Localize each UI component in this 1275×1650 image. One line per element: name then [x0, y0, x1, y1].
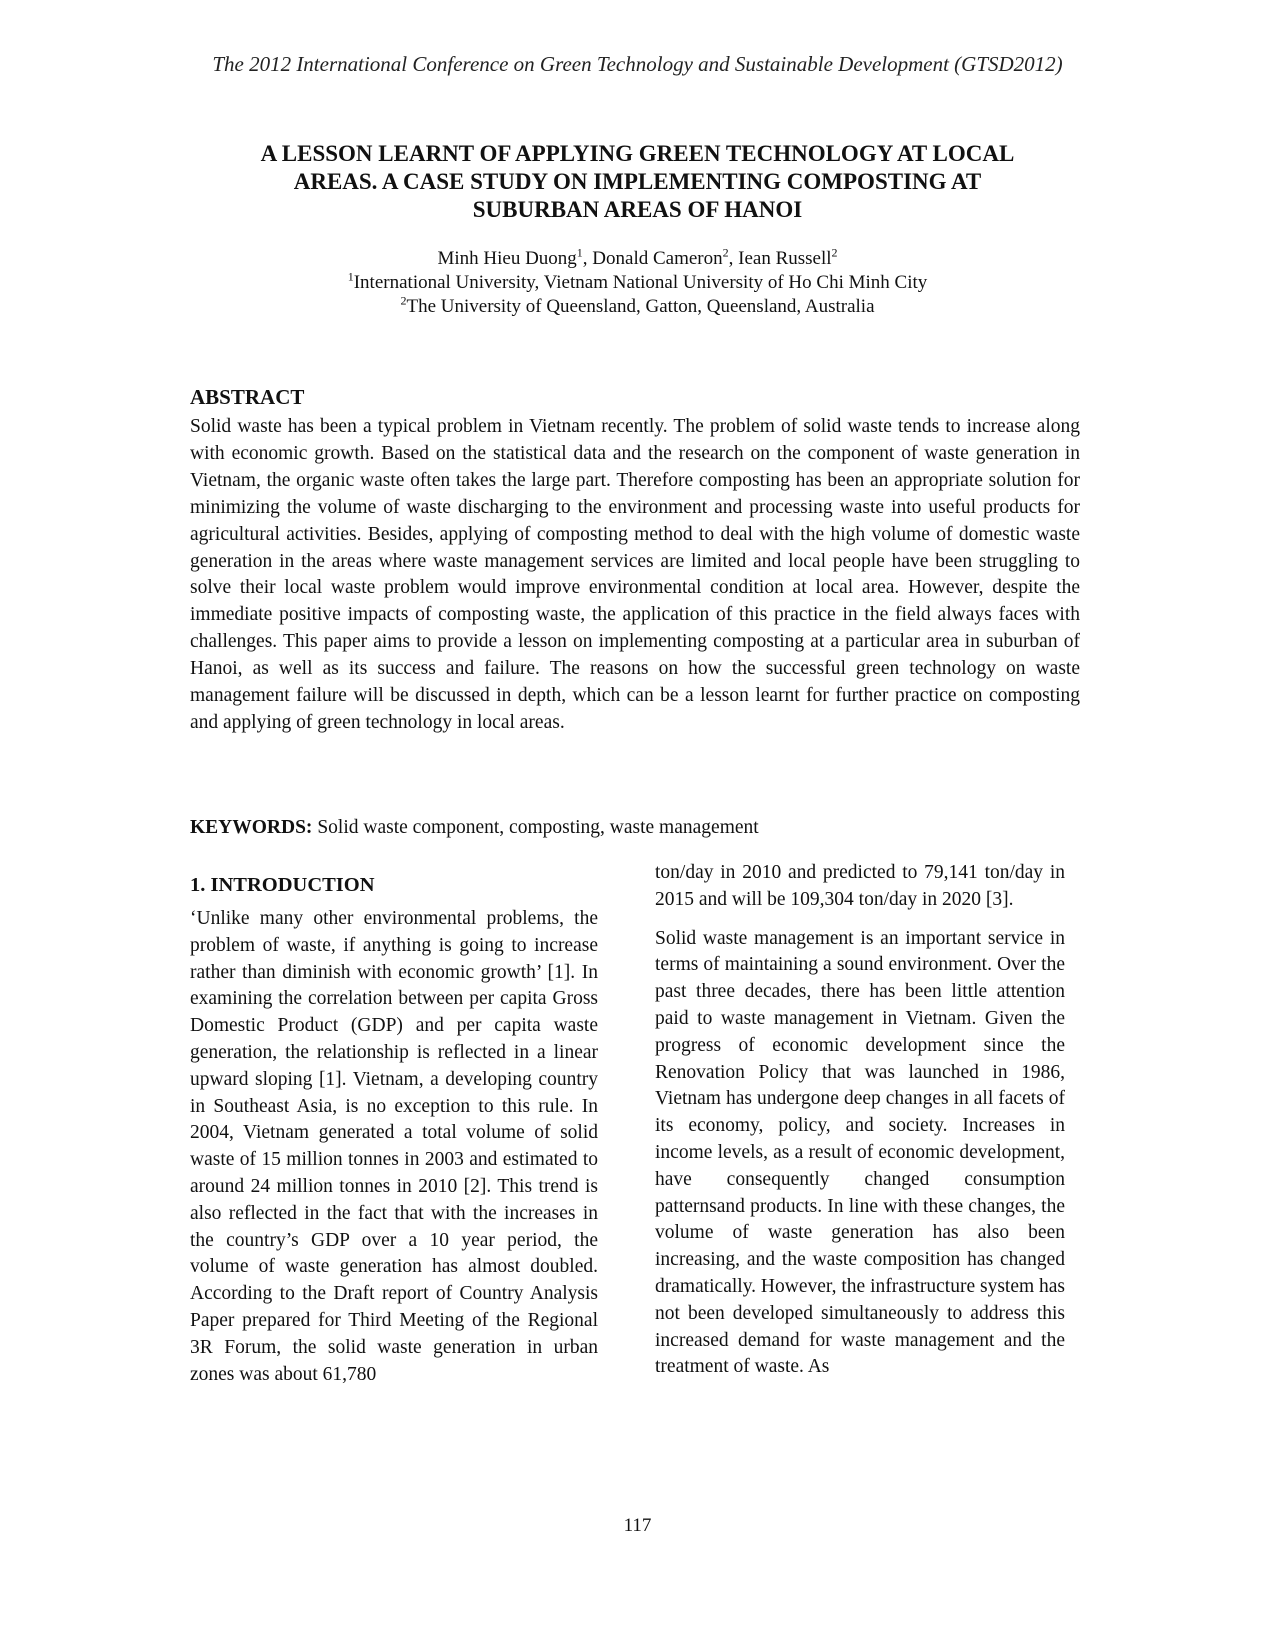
page-number: 117 — [623, 1515, 652, 1536]
author-name: Iean Russell — [738, 248, 832, 269]
affiliation-text: The University of Queensland, Gatton, Queensland, Australia — [406, 296, 875, 317]
author-line — [190, 247, 1085, 271]
right-column — [655, 860, 1065, 1381]
introduction-paragraph-continued: ton/day in 2010 and predicted to 79,141 ton/day in 2015 and will be 109,304 ton/day in 2020 [3]. — [655, 862, 1065, 910]
abstract-text: Solid waste has been a typical problem in Vietnam recently. The problem of solid waste tends to increase along with economic growth. Based on the statistical data and the research on the component of waste generation in Vietnam, the organic waste often takes the large part. Therefore composting has been an appropriate solution for minimizing the volume of waste discharging to the environment and processing waste into useful products for agricultural activities. Besides, applying of composting method to deal with the high volume of domestic waste generation in the areas where waste management services are limited and local people have been struggling to solve their local waste problem would improve environmental condition at local area. However, despite the immediate positive impacts of composting waste, the application of this practice in the field always faces with challenges. This paper aims to provide a lesson on implementing composting at a particular area in suburban of Hanoi, as well as its success and failure. The reasons on how the successful green technology on waste management failure will be discussed in depth, which can be a lesson learnt for further practice on composting and applying of green technology in local areas. — [190, 416, 1080, 733]
affiliation-marker: 1 — [347, 269, 354, 284]
affiliation-text: International University, Vietnam National University of Ho Chi Minh City — [353, 272, 928, 293]
author-separator: , — [582, 248, 593, 269]
running-head: The 2012 International Conference on Green Technology and Sustainable Development (GTSD2012) — [212, 52, 1063, 76]
author-name: Donald Cameron — [592, 248, 723, 269]
left-column — [190, 872, 598, 1388]
keywords-label: KEYWORDS: — [190, 817, 313, 838]
abstract-heading: ABSTRACT — [190, 385, 305, 409]
author-name: Minh Hieu Duong — [437, 248, 577, 269]
keywords-text: Solid waste component, composting, waste management — [312, 817, 759, 838]
paper-title — [190, 140, 1085, 224]
introduction-heading: 1. INTRODUCTION — [190, 874, 375, 896]
author-affiliation-marker: 2 — [722, 245, 729, 260]
author-affiliation-marker: 2 — [831, 245, 838, 260]
title-line: AREAS. A CASE STUDY ON IMPLEMENTING COMPOSTING AT — [293, 169, 982, 194]
affiliation-line — [190, 295, 1085, 319]
introduction-paragraph: Solid waste management is an important service in terms of maintaining a sound environment. Over the past three decades, there has been little attention paid to waste management in Vietnam. Given the progress of economic development since the Renovation Policy that was launched in 1986, Vietnam has undergone deep changes in all facets of its economy, policy, and society. Increases in income levels, as a result of economic development, have consequently changed consumption patternsand products. In line with these changes, the volume of waste generation has also been increasing, and the waste composition has changed dramatically. However, the infrastructure system has not been developed simultaneously to address this increased demand for waste management and the treatment of waste. As — [655, 927, 1066, 1378]
author-block — [190, 247, 1085, 319]
affiliation-line — [190, 271, 1085, 295]
title-line: SUBURBAN AREAS OF HANOI — [472, 197, 803, 222]
affiliation-marker: 2 — [400, 293, 407, 308]
title-line: A LESSON LEARNT OF APPLYING GREEN TECHNOLOGY AT LOCAL — [260, 141, 1015, 166]
author-separator: , — [728, 248, 739, 269]
author-affiliation-marker: 1 — [576, 245, 583, 260]
introduction-paragraph: ‘Unlike many other environmental problems, the problem of waste, if anything is going to increase rather than diminish with economic growth’ [1]. In examining the correlation between per capita Gross Domestic Product (GDP) and per capita waste generation, the relationship is reflected in a linear upward sloping [1]. Vietnam, a developing country in Southeast Asia, is no exception to this rule. In 2004, Vietnam generated a total volume of solid waste of 15 million tonnes in 2003 and estimated to around 24 million tonnes in 2010 [2]. This trend is also reflected in the fact that with the increases in the country’s GDP over a 10 year period, the volume of waste generation has almost doubled. According to the Draft report of Country Analysis Paper prepared for Third Meeting of the Regional 3R Forum, the solid waste generation in urban zones was about 61,780 — [190, 908, 598, 1385]
keywords — [190, 815, 1080, 841]
